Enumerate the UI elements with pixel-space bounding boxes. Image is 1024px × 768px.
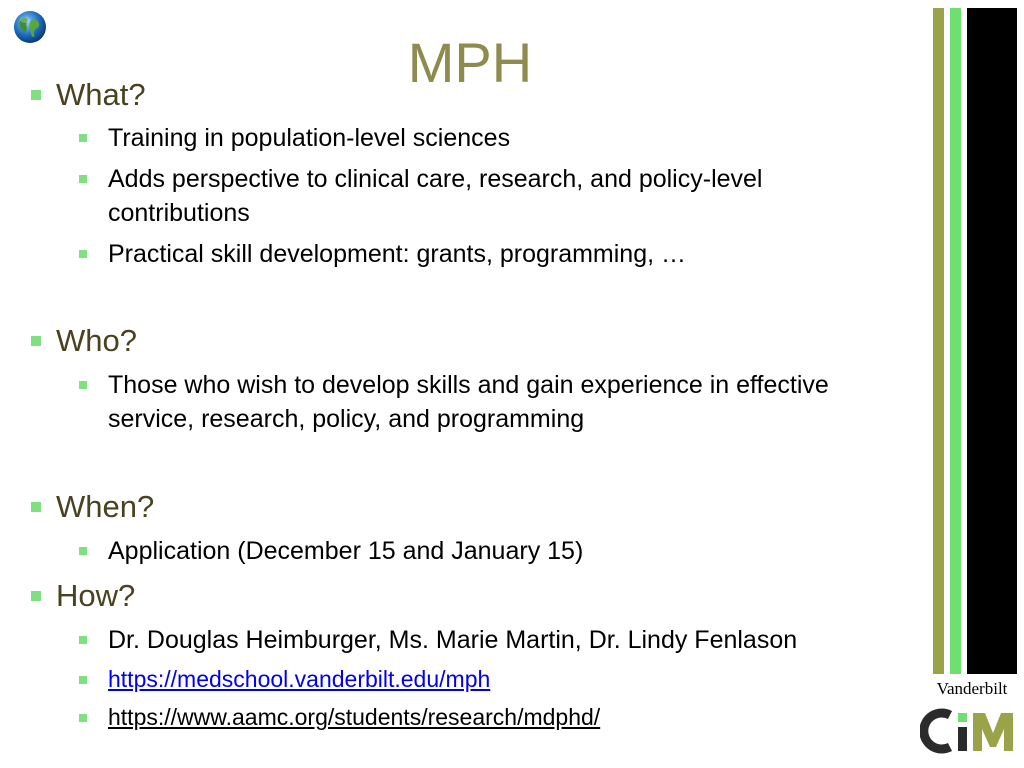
bullet-marker <box>31 90 41 100</box>
sub-bullet-marker <box>79 547 87 555</box>
slide-title: MPH <box>407 31 533 94</box>
bullet-marker <box>31 336 41 346</box>
sub-bullet-marker <box>79 714 87 722</box>
section-heading-how: How? <box>56 578 136 613</box>
decorative-stripe-black <box>967 8 1017 674</box>
section-heading-who: Who? <box>56 323 137 358</box>
sub-bullet-marker <box>79 381 87 389</box>
bullet-marker <box>31 591 41 601</box>
section-heading-what: What? <box>56 77 146 112</box>
sub-bullet-marker <box>79 250 87 258</box>
list-item: Practical skill development: grants, programming, … <box>108 240 687 268</box>
sub-bullet-marker <box>79 636 87 644</box>
section-heading-when: When? <box>56 489 155 524</box>
decorative-stripe-green <box>950 8 961 674</box>
list-item: Adds perspective to clinical care, research, and policy-level contributions <box>108 165 763 227</box>
brand-block <box>920 679 1024 768</box>
list-item: Training in population-level sciences <box>108 124 511 152</box>
cim-logo <box>920 701 1024 761</box>
sub-bullet-marker <box>79 175 87 183</box>
sub-bullet-marker <box>79 676 87 684</box>
decorative-stripe-olive <box>933 8 944 674</box>
bullet-marker <box>31 502 41 512</box>
link-aamc-mdphd[interactable]: https://www.aamc.org/students/research/mdphd/ <box>108 704 601 730</box>
list-item: Dr. Douglas Heimburger, Ms. Marie Martin, Dr. Lindy Fenlason <box>108 626 798 654</box>
institution-name: Vanderbilt <box>936 679 1008 698</box>
list-item: Those who wish to develop skills and gain experience in effective service, research, policy, and programming <box>108 371 829 433</box>
list-item: Application (December 15 and January 15) <box>108 537 584 565</box>
sub-bullet-marker <box>79 134 87 142</box>
link-medschool-mph[interactable]: https://medschool.vanderbilt.edu/mph <box>108 666 491 692</box>
